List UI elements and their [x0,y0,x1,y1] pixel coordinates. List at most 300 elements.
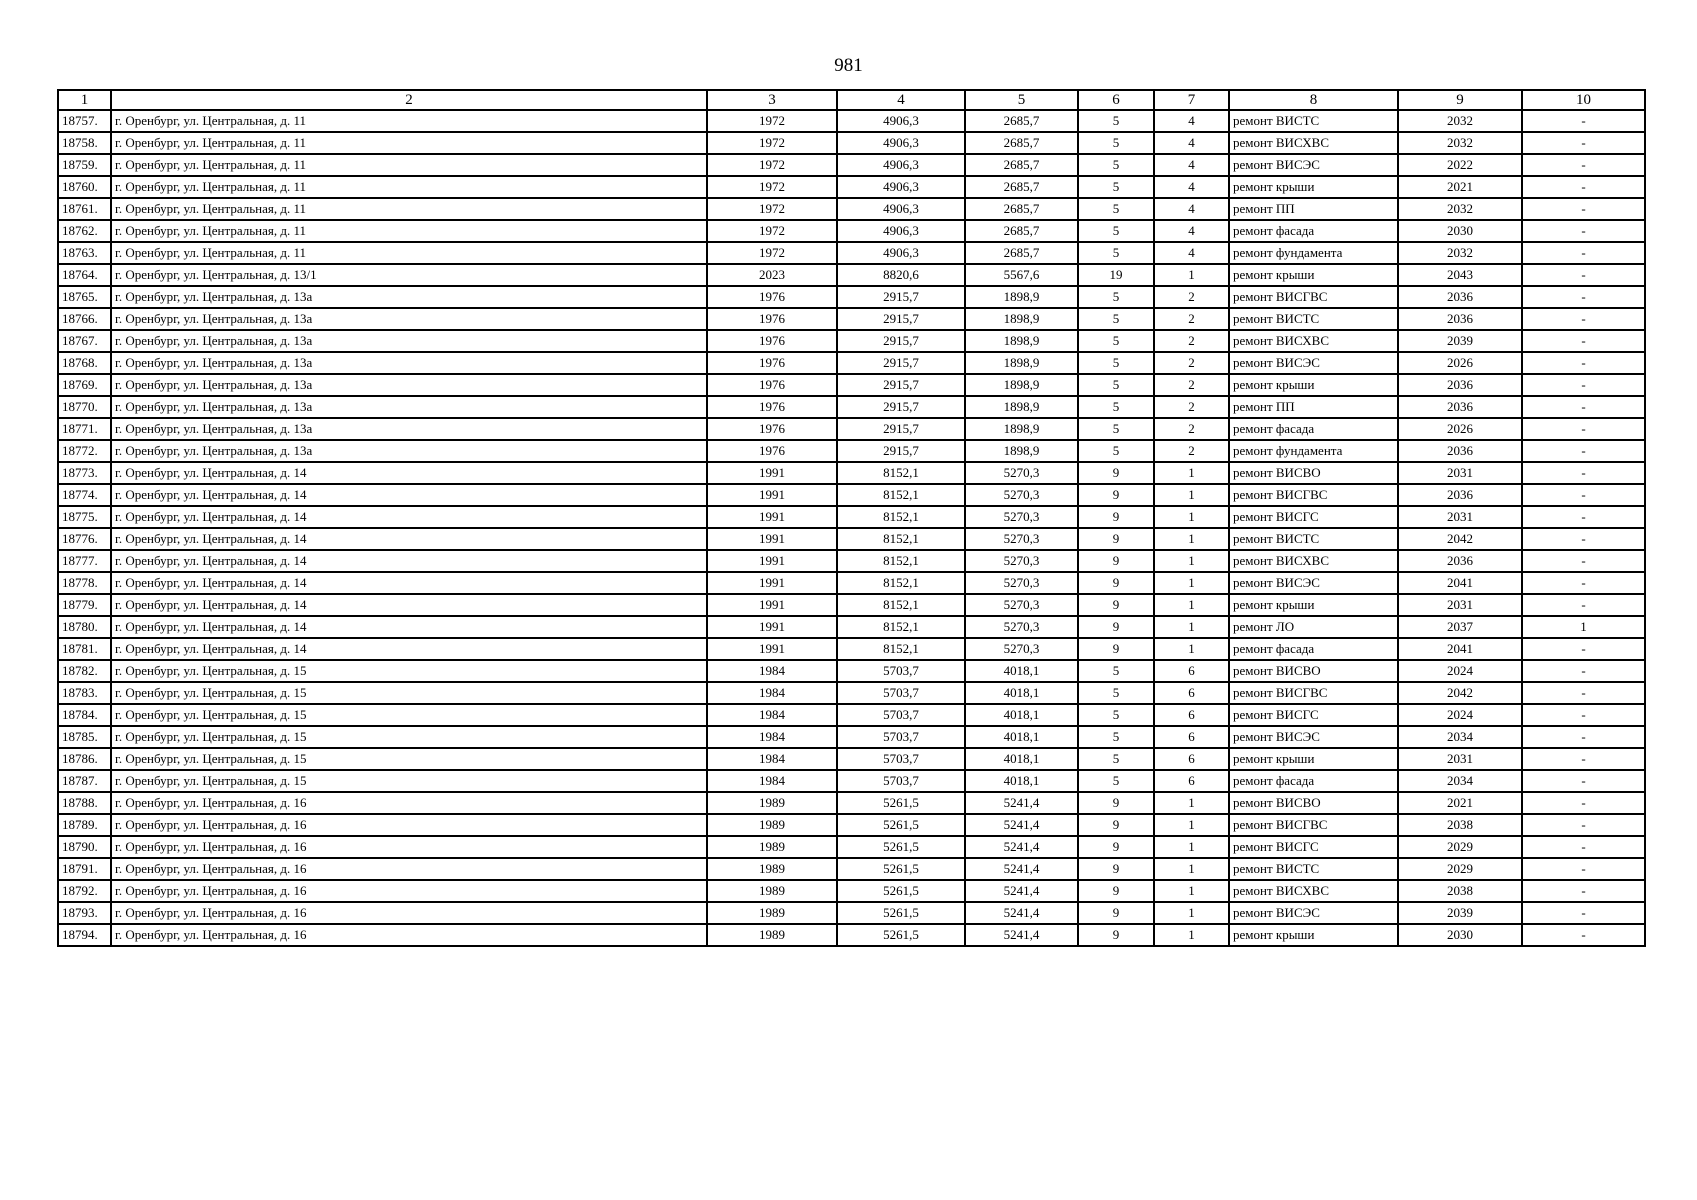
address-cell: г. Оренбург, ул. Центральная, д. 14 [111,616,707,638]
address-cell: г. Оренбург, ул. Центральная, д. 15 [111,770,707,792]
address-cell: г. Оренбург, ул. Центральная, д. 11 [111,154,707,176]
planned-year-cell: 2024 [1398,704,1522,726]
entrances-cell: 1 [1154,572,1229,594]
table-row [58,594,1645,616]
note-cell: - [1522,748,1645,770]
entrances-cell: 1 [1154,484,1229,506]
entrances-cell: 1 [1154,902,1229,924]
floors-cell: 5 [1078,330,1154,352]
living-area-cell: 2685,7 [965,154,1078,176]
work-type-cell: ремонт ПП [1229,198,1398,220]
entrances-cell: 1 [1154,462,1229,484]
row-number-cell: 18779. [58,594,111,616]
year-cell: 1972 [707,198,837,220]
floors-cell: 9 [1078,792,1154,814]
row-number-cell: 18770. [58,396,111,418]
year-cell: 1976 [707,352,837,374]
work-type-cell: ремонт ВИСГВС [1229,814,1398,836]
work-type-cell: ремонт фундамента [1229,242,1398,264]
address-cell: г. Оренбург, ул. Центральная, д. 14 [111,484,707,506]
living-area-cell: 1898,9 [965,308,1078,330]
planned-year-cell: 2026 [1398,418,1522,440]
row-number-cell: 18765. [58,286,111,308]
table-row [58,660,1645,682]
total-area-cell: 5261,5 [837,902,965,924]
row-number-cell: 18781. [58,638,111,660]
note-cell: - [1522,242,1645,264]
row-number-cell: 18771. [58,418,111,440]
note-cell: - [1522,836,1645,858]
table-row [58,462,1645,484]
total-area-cell: 5261,5 [837,924,965,946]
column-number-row [58,90,1645,110]
floors-cell: 9 [1078,880,1154,902]
year-cell: 1976 [707,374,837,396]
entrances-cell: 4 [1154,132,1229,154]
note-cell: - [1522,638,1645,660]
total-area-cell: 5261,5 [837,836,965,858]
year-cell: 1991 [707,506,837,528]
entrances-cell: 4 [1154,220,1229,242]
row-number-cell: 18769. [58,374,111,396]
table-row [58,220,1645,242]
year-cell: 1984 [707,748,837,770]
table-row [58,528,1645,550]
year-cell: 1989 [707,880,837,902]
year-cell: 1984 [707,726,837,748]
table-row [58,286,1645,308]
living-area-cell: 4018,1 [965,726,1078,748]
year-cell: 1972 [707,154,837,176]
note-cell: - [1522,220,1645,242]
address-cell: г. Оренбург, ул. Центральная, д. 14 [111,594,707,616]
floors-cell: 9 [1078,616,1154,638]
total-area-cell: 8152,1 [837,462,965,484]
year-cell: 1984 [707,660,837,682]
living-area-cell: 4018,1 [965,682,1078,704]
total-area-cell: 8820,6 [837,264,965,286]
column-header: 2 [111,90,707,110]
planned-year-cell: 2043 [1398,264,1522,286]
work-type-cell: ремонт ВИСХВС [1229,132,1398,154]
row-number-cell: 18759. [58,154,111,176]
note-cell: - [1522,506,1645,528]
floors-cell: 5 [1078,132,1154,154]
year-cell: 1984 [707,770,837,792]
work-type-cell: ремонт ВИСЭС [1229,726,1398,748]
address-cell: г. Оренбург, ул. Центральная, д. 11 [111,220,707,242]
note-cell: - [1522,858,1645,880]
note-cell: 1 [1522,616,1645,638]
floors-cell: 5 [1078,704,1154,726]
planned-year-cell: 2036 [1398,550,1522,572]
planned-year-cell: 2032 [1398,110,1522,132]
row-number-cell: 18768. [58,352,111,374]
floors-cell: 9 [1078,902,1154,924]
floors-cell: 5 [1078,242,1154,264]
row-number-cell: 18783. [58,682,111,704]
table-row [58,352,1645,374]
living-area-cell: 5270,3 [965,616,1078,638]
table-row [58,198,1645,220]
address-cell: г. Оренбург, ул. Центральная, д. 13а [111,396,707,418]
living-area-cell: 5241,4 [965,836,1078,858]
note-cell: - [1522,704,1645,726]
note-cell: - [1522,462,1645,484]
planned-year-cell: 2036 [1398,374,1522,396]
work-type-cell: ремонт фасада [1229,770,1398,792]
address-cell: г. Оренбург, ул. Центральная, д. 13а [111,352,707,374]
total-area-cell: 2915,7 [837,330,965,352]
entrances-cell: 6 [1154,748,1229,770]
address-cell: г. Оренбург, ул. Центральная, д. 16 [111,814,707,836]
entrances-cell: 1 [1154,880,1229,902]
note-cell: - [1522,902,1645,924]
table-row [58,924,1645,946]
note-cell: - [1522,286,1645,308]
address-cell: г. Оренбург, ул. Центральная, д. 13а [111,418,707,440]
row-number-cell: 18777. [58,550,111,572]
note-cell: - [1522,814,1645,836]
planned-year-cell: 2039 [1398,330,1522,352]
note-cell: - [1522,374,1645,396]
row-number-cell: 18757. [58,110,111,132]
living-area-cell: 1898,9 [965,440,1078,462]
row-number-cell: 18773. [58,462,111,484]
column-header: 7 [1154,90,1229,110]
floors-cell: 5 [1078,440,1154,462]
table-row [58,704,1645,726]
row-number-cell: 18791. [58,858,111,880]
work-type-cell: ремонт ВИСЭС [1229,352,1398,374]
living-area-cell: 2685,7 [965,176,1078,198]
work-type-cell: ремонт крыши [1229,374,1398,396]
table-row [58,132,1645,154]
column-header: 1 [58,90,111,110]
year-cell: 1989 [707,814,837,836]
address-cell: г. Оренбург, ул. Центральная, д. 13а [111,286,707,308]
note-cell: - [1522,660,1645,682]
floors-cell: 9 [1078,858,1154,880]
note-cell: - [1522,154,1645,176]
row-number-cell: 18758. [58,132,111,154]
row-number-cell: 18762. [58,220,111,242]
work-type-cell: ремонт ВИСЭС [1229,572,1398,594]
floors-cell: 5 [1078,286,1154,308]
living-area-cell: 5241,4 [965,814,1078,836]
row-number-cell: 18789. [58,814,111,836]
total-area-cell: 2915,7 [837,286,965,308]
year-cell: 1984 [707,682,837,704]
planned-year-cell: 2021 [1398,792,1522,814]
floors-cell: 5 [1078,110,1154,132]
year-cell: 1976 [707,308,837,330]
address-cell: г. Оренбург, ул. Центральная, д. 15 [111,748,707,770]
year-cell: 1972 [707,220,837,242]
living-area-cell: 5241,4 [965,880,1078,902]
total-area-cell: 5261,5 [837,814,965,836]
entrances-cell: 2 [1154,308,1229,330]
total-area-cell: 8152,1 [837,506,965,528]
total-area-cell: 2915,7 [837,418,965,440]
note-cell: - [1522,110,1645,132]
total-area-cell: 5703,7 [837,682,965,704]
floors-cell: 5 [1078,198,1154,220]
floors-cell: 9 [1078,594,1154,616]
year-cell: 1976 [707,396,837,418]
year-cell: 1989 [707,858,837,880]
work-type-cell: ремонт ВИСВО [1229,660,1398,682]
entrances-cell: 2 [1154,440,1229,462]
total-area-cell: 5703,7 [837,726,965,748]
address-cell: г. Оренбург, ул. Центральная, д. 11 [111,242,707,264]
work-type-cell: ремонт фасада [1229,638,1398,660]
table-row [58,242,1645,264]
year-cell: 1972 [707,176,837,198]
table-row [58,264,1645,286]
note-cell: - [1522,308,1645,330]
living-area-cell: 5270,3 [965,638,1078,660]
floors-cell: 5 [1078,308,1154,330]
table-row [58,308,1645,330]
table-row [58,792,1645,814]
total-area-cell: 5703,7 [837,704,965,726]
floors-cell: 5 [1078,682,1154,704]
address-cell: г. Оренбург, ул. Центральная, д. 16 [111,792,707,814]
entrances-cell: 4 [1154,176,1229,198]
repair-schedule-table [57,89,1646,947]
total-area-cell: 4906,3 [837,154,965,176]
planned-year-cell: 2036 [1398,440,1522,462]
work-type-cell: ремонт ВИСГС [1229,704,1398,726]
year-cell: 1989 [707,836,837,858]
total-area-cell: 8152,1 [837,594,965,616]
row-number-cell: 18794. [58,924,111,946]
planned-year-cell: 2030 [1398,924,1522,946]
row-number-cell: 18790. [58,836,111,858]
entrances-cell: 1 [1154,792,1229,814]
entrances-cell: 1 [1154,924,1229,946]
table-row [58,616,1645,638]
table-row [58,550,1645,572]
floors-cell: 5 [1078,770,1154,792]
floors-cell: 5 [1078,154,1154,176]
table-row [58,880,1645,902]
work-type-cell: ремонт ПП [1229,396,1398,418]
work-type-cell: ремонт ВИСТС [1229,528,1398,550]
note-cell: - [1522,924,1645,946]
year-cell: 1991 [707,484,837,506]
total-area-cell: 4906,3 [837,198,965,220]
total-area-cell: 2915,7 [837,308,965,330]
entrances-cell: 1 [1154,814,1229,836]
work-type-cell: ремонт крыши [1229,176,1398,198]
row-number-cell: 18772. [58,440,111,462]
floors-cell: 9 [1078,550,1154,572]
address-cell: г. Оренбург, ул. Центральная, д. 14 [111,506,707,528]
address-cell: г. Оренбург, ул. Центральная, д. 11 [111,110,707,132]
address-cell: г. Оренбург, ул. Центральная, д. 16 [111,880,707,902]
entrances-cell: 2 [1154,374,1229,396]
entrances-cell: 6 [1154,726,1229,748]
living-area-cell: 5241,4 [965,902,1078,924]
table-row [58,682,1645,704]
living-area-cell: 5270,3 [965,550,1078,572]
total-area-cell: 5703,7 [837,770,965,792]
total-area-cell: 8152,1 [837,550,965,572]
note-cell: - [1522,418,1645,440]
entrances-cell: 1 [1154,858,1229,880]
address-cell: г. Оренбург, ул. Центральная, д. 16 [111,836,707,858]
address-cell: г. Оренбург, ул. Центральная, д. 13а [111,374,707,396]
planned-year-cell: 2031 [1398,462,1522,484]
year-cell: 1976 [707,286,837,308]
living-area-cell: 5241,4 [965,924,1078,946]
entrances-cell: 6 [1154,660,1229,682]
floors-cell: 5 [1078,726,1154,748]
row-number-cell: 18788. [58,792,111,814]
living-area-cell: 1898,9 [965,286,1078,308]
total-area-cell: 4906,3 [837,220,965,242]
living-area-cell: 4018,1 [965,770,1078,792]
table-row [58,506,1645,528]
total-area-cell: 2915,7 [837,374,965,396]
note-cell: - [1522,198,1645,220]
year-cell: 1976 [707,440,837,462]
planned-year-cell: 2041 [1398,638,1522,660]
floors-cell: 5 [1078,220,1154,242]
floors-cell: 9 [1078,836,1154,858]
total-area-cell: 2915,7 [837,440,965,462]
total-area-cell: 8152,1 [837,572,965,594]
row-number-cell: 18793. [58,902,111,924]
note-cell: - [1522,880,1645,902]
note-cell: - [1522,770,1645,792]
total-area-cell: 4906,3 [837,176,965,198]
row-number-cell: 18792. [58,880,111,902]
note-cell: - [1522,792,1645,814]
column-header: 4 [837,90,965,110]
note-cell: - [1522,726,1645,748]
address-cell: г. Оренбург, ул. Центральная, д. 15 [111,704,707,726]
entrances-cell: 2 [1154,352,1229,374]
table-row [58,154,1645,176]
row-number-cell: 18784. [58,704,111,726]
planned-year-cell: 2036 [1398,286,1522,308]
living-area-cell: 1898,9 [965,418,1078,440]
planned-year-cell: 2042 [1398,682,1522,704]
address-cell: г. Оренбург, ул. Центральная, д. 14 [111,638,707,660]
planned-year-cell: 2036 [1398,484,1522,506]
address-cell: г. Оренбург, ул. Центральная, д. 11 [111,176,707,198]
planned-year-cell: 2031 [1398,748,1522,770]
table-row [58,176,1645,198]
note-cell: - [1522,330,1645,352]
living-area-cell: 5270,3 [965,506,1078,528]
work-type-cell: ремонт крыши [1229,594,1398,616]
note-cell: - [1522,396,1645,418]
planned-year-cell: 2037 [1398,616,1522,638]
work-type-cell: ремонт ВИСЭС [1229,154,1398,176]
entrances-cell: 2 [1154,330,1229,352]
living-area-cell: 5270,3 [965,572,1078,594]
total-area-cell: 5261,5 [837,858,965,880]
table-row [58,726,1645,748]
address-cell: г. Оренбург, ул. Центральная, д. 16 [111,902,707,924]
year-cell: 1991 [707,528,837,550]
column-header: 6 [1078,90,1154,110]
entrances-cell: 1 [1154,638,1229,660]
row-number-cell: 18782. [58,660,111,682]
address-cell: г. Оренбург, ул. Центральная, д. 15 [111,682,707,704]
floors-cell: 5 [1078,352,1154,374]
planned-year-cell: 2032 [1398,242,1522,264]
column-header: 9 [1398,90,1522,110]
living-area-cell: 2685,7 [965,110,1078,132]
work-type-cell: ремонт ВИСЭС [1229,902,1398,924]
entrances-cell: 4 [1154,242,1229,264]
living-area-cell: 5270,3 [965,528,1078,550]
work-type-cell: ремонт ВИСТС [1229,858,1398,880]
year-cell: 1976 [707,330,837,352]
work-type-cell: ремонт крыши [1229,748,1398,770]
address-cell: г. Оренбург, ул. Центральная, д. 15 [111,726,707,748]
row-number-cell: 18785. [58,726,111,748]
planned-year-cell: 2021 [1398,176,1522,198]
address-cell: г. Оренбург, ул. Центральная, д. 14 [111,550,707,572]
floors-cell: 9 [1078,814,1154,836]
planned-year-cell: 2031 [1398,594,1522,616]
work-type-cell: ремонт ВИСГВС [1229,286,1398,308]
year-cell: 1976 [707,418,837,440]
year-cell: 2023 [707,264,837,286]
table-row [58,858,1645,880]
address-cell: г. Оренбург, ул. Центральная, д. 14 [111,528,707,550]
entrances-cell: 6 [1154,704,1229,726]
living-area-cell: 4018,1 [965,704,1078,726]
floors-cell: 9 [1078,506,1154,528]
note-cell: - [1522,440,1645,462]
total-area-cell: 5261,5 [837,880,965,902]
planned-year-cell: 2022 [1398,154,1522,176]
planned-year-cell: 2032 [1398,198,1522,220]
year-cell: 1972 [707,242,837,264]
table-row [58,638,1645,660]
row-number-cell: 18775. [58,506,111,528]
address-cell: г. Оренбург, ул. Центральная, д. 13а [111,330,707,352]
floors-cell: 5 [1078,418,1154,440]
address-cell: г. Оренбург, ул. Центральная, д. 16 [111,924,707,946]
living-area-cell: 2685,7 [965,198,1078,220]
planned-year-cell: 2042 [1398,528,1522,550]
living-area-cell: 2685,7 [965,132,1078,154]
floors-cell: 5 [1078,748,1154,770]
work-type-cell: ремонт ВИСГВС [1229,682,1398,704]
address-cell: г. Оренбург, ул. Центральная, д. 15 [111,660,707,682]
work-type-cell: ремонт крыши [1229,264,1398,286]
planned-year-cell: 2041 [1398,572,1522,594]
total-area-cell: 2915,7 [837,352,965,374]
living-area-cell: 4018,1 [965,660,1078,682]
living-area-cell: 5567,6 [965,264,1078,286]
column-header: 5 [965,90,1078,110]
year-cell: 1991 [707,550,837,572]
planned-year-cell: 2029 [1398,836,1522,858]
note-cell: - [1522,682,1645,704]
work-type-cell: ремонт ЛО [1229,616,1398,638]
note-cell: - [1522,528,1645,550]
floors-cell: 9 [1078,572,1154,594]
